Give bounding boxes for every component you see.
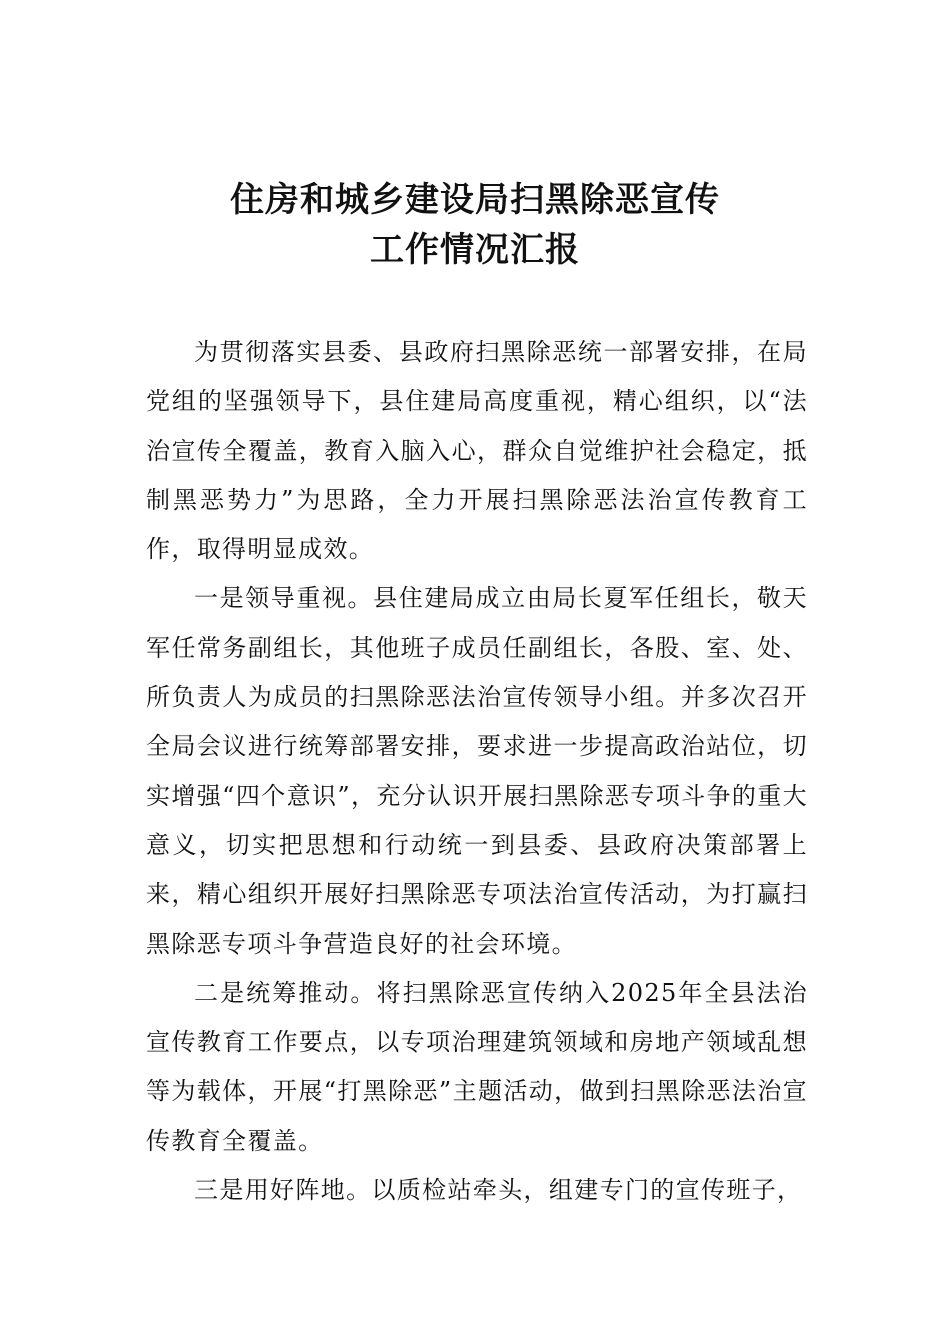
document-title-line-2: 工作情况汇报 xyxy=(370,230,580,270)
paragraph-leadership: 一是领导重视。县住建局成立由局长夏军任组长，敬天军任常务副组长，其他班子成员任副组长，各股、室、处、所负责人为成员的扫黑除恶法治宣传领导小组。并多次召开全局会议进行统筹部署安排，要求进一步提高政治站位，切实增强“四个意识”，充分认识开展扫黑除恶专项斗争的重大意义，切实把思想和行动统一到县委、县政府决策部署上来，精心组织开展好扫黑除恶专项法治宣传活动，为打赢扫黑除恶专项斗争营造良好的社会环境。 xyxy=(146,584,808,958)
paragraph-coordination: 二是统筹推动。将扫黑除恶宣传纳入2025年全县法治宣传教育工作要点，以专项治理建筑领域和房地产领域乱想等为载体，开展“打黑除恶”主题活动，做到扫黑除恶法治宣传教育全覆盖。 xyxy=(146,978,808,1155)
paragraph-intro: 为贯彻落实县委、县政府扫黑除恶统一部署安排，在局党组的坚强领导下，县住建局高度重视，精心组织，以“法治宣传全覆盖，教育入脑入心，群众自觉维护社会稳定，抵制黑恶势力”为思路，全力开展扫黑除恶法治宣传教育工作，取得明显成效。 xyxy=(146,338,808,564)
document-title-line-1: 住房和城乡建设局扫黑除恶宣传 xyxy=(230,180,720,220)
paragraph-positions: 三是用好阵地。以质检站牵头，组建专门的宣传班子， xyxy=(194,1176,803,1205)
document-body xyxy=(146,328,808,1215)
